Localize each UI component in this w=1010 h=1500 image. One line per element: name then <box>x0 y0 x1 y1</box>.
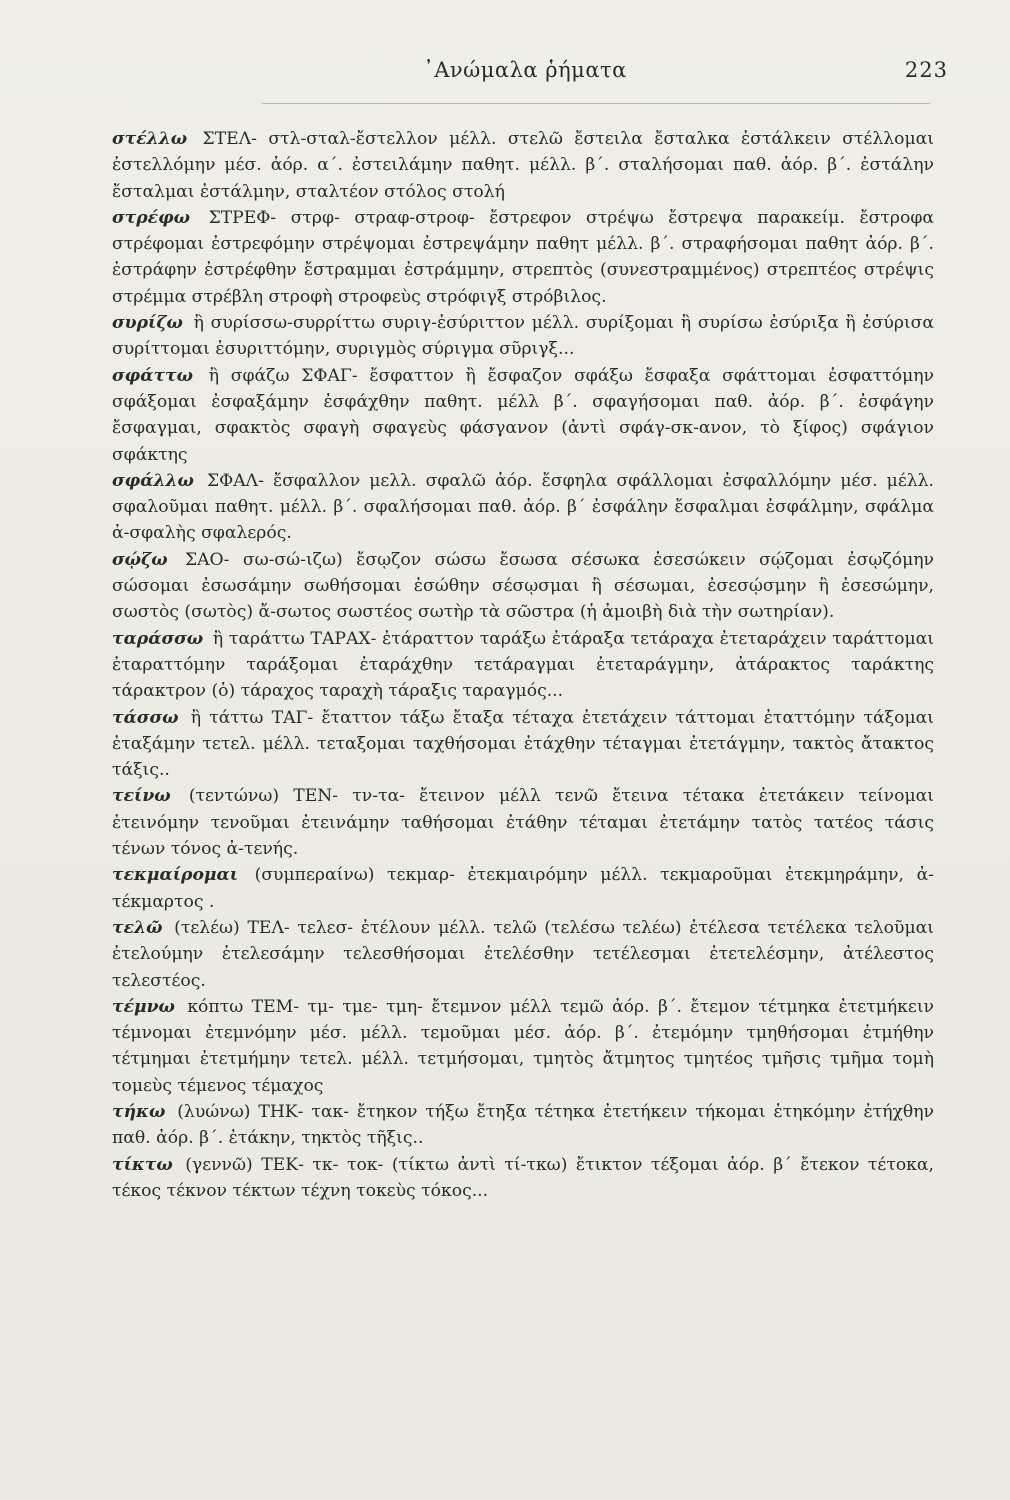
entry-lemma: στέλλω <box>112 129 188 149</box>
running-title: ᾿Ανώμαλα ῥήματα <box>423 58 627 82</box>
entry-lemma: τήκω <box>112 1101 166 1122</box>
entry-text: ΣΤΕΛ- στλ-σταλ-ἔστελλον μέλλ. στελῶ ἔστειλα ἔσταλκα ἐστάλκειν στέλλομαι ἐστελλόμην μέσ. ἀόρ. α΄. ἐστειλάμην παθητ. μέλλ. β΄. σταλήσομαι παθ. ἀόρ. β΄. ἐστάλην ἔσταλμαι ἐστάλμην, σταλτέον στόλος στολή <box>112 129 934 202</box>
verb-entry-strepho <box>112 205 934 310</box>
entry-text: (τεντώνω) ΤΕΝ- τν-τα- ἔτεινον μέλλ τενῶ ἔτεινα τέτακα ἐτετάκειν τείνομαι ἐτεινόμην τενοῦμαι ἐτεινάμην ταθήσομαι ἐτάθην τέταμαι ἐτετάμην τατὸς τατέος τάσις τένων τόνος ἀ-τενής. <box>112 786 934 860</box>
entry-lemma: στρέφω <box>112 207 191 228</box>
verb-entry-tasso <box>112 705 934 784</box>
verb-entry-stello <box>112 126 934 205</box>
verb-entry-teino <box>112 783 934 862</box>
verb-entry-tekmairomai <box>112 862 934 915</box>
entry-text: ἢ τάττω ΤΑΓ- ἔταττον τάξω ἔταξα τέταχα ἐτετάχειν τάττομαι ἐταττόμην τάξομαι ἐταξάμην τετελ. μέλλ. τεταξομαι ταχθήσομαι ἐτάχθην τέταγμαι ἐτετάγμην, τακτὸς ἄτακτος τάξις.. <box>112 707 934 781</box>
header-rule <box>262 103 930 104</box>
entry-text: (λυώνω) ΤΗΚ- τακ- ἔτηκον τήξω ἔτηξα τέτηκα ἐτετήκειν τήκομαι ἐτηκόμην ἐτήχθην παθ. ἀόρ. β΄. ἐτάκην, τηκτὸς τῆξις.. <box>112 1101 934 1149</box>
verb-entry-syrizo <box>112 310 934 363</box>
verb-entry-sphatto <box>112 363 934 468</box>
verb-entry-sphallo <box>112 468 934 547</box>
entry-lemma: τίκτω <box>112 1154 173 1175</box>
entry-text: ΣΦΑΛ- ἔσφαλλον μελλ. σφαλῶ ἀόρ. ἔσφηλα σφάλλομαι ἐσφαλλόμην μέσ. μέλλ. σφαλοῦμαι παθητ. μέλλ. β΄. σφαλήσομαι παθ. ἀόρ. β΄ ἐσφάλην ἔσφαλμαι ἐσφάλμην, σφάλμα ἀ-σφαλὴς σφαλερός. <box>112 470 934 544</box>
verb-entry-telo <box>112 915 934 994</box>
entry-text: ἢ συρίσσω-συρρίττω συριγ-ἐσύριττον μέλλ. συρίξομαι ἢ συρίσω ἐσύριξα ἢ ἐσύρισα συρίττομαι ἐσυριττόμην, συριγμὸς σύριγμα σῦριγξ... <box>112 313 935 360</box>
entry-lemma: τεκμαίρομαι <box>112 865 239 886</box>
entry-lemma: σφάλλω <box>112 470 194 491</box>
entry-lemma: τείνω <box>112 786 171 807</box>
entry-lemma: τελῶ <box>112 917 163 938</box>
entry-text: ἢ σφάζω ΣΦΑΓ- ἔσφαττον ἢ ἔσφαζον σφάξω ἔσφαξα σφάττομαι ἐσφαττόμην σφάξομαι ἐσφαξάμην ἐσφάχθην παθητ. μέλλ β΄. σφαγήσομαι παθ. ἀόρ. β΄. ἐσφάγην ἔσφαγμαι, σφακτὸς σφαγὴ σφαγεὺς φάσγανον (ἀντὶ σφάγ-σκ-ανον, τὸ ξίφος) σφάγιον σφάκτης <box>112 365 934 465</box>
page-number: 223 <box>904 58 948 82</box>
verb-entry-temno <box>112 994 934 1099</box>
entry-text: (συμπεραίνω) τεκμαρ- ἐτεκμαιρόμην μέλλ. τεκμαροῦμαι ἐτεκμηράμην, ἀ-τέκμαρτος . <box>112 865 934 912</box>
entry-lemma: ταράσσω <box>112 628 204 649</box>
entry-text: (γεννῶ) ΤΕΚ- τκ- τοκ- (τίκτω ἀντὶ τί-τκω) ἔτικτον τέξομαι ἀόρ. β΄ ἔτεκον τέτοκα, τέκος τέκνον τέκτων τέχνη τοκεὺς τόκος... <box>112 1154 934 1201</box>
verb-entry-tikto <box>112 1152 934 1205</box>
verb-entry-teko <box>112 1099 934 1152</box>
entry-lemma: σφάττω <box>112 365 193 386</box>
entry-text: ἢ ταράττω ΤΑΡΑΧ- ἐτάραττον ταράξω ἐτάραξα τετάραχα ἐτεταράχειν ταράττομαι ἐταραττόμην ταράξομαι ἐταράχθην τετάραγμαι ἐτεταράγμην, ἀτάρακτος ταράκτης τάρακτρον (ὁ) τάραχος ταραχὴ τάραξις ταραγμός... <box>112 628 934 702</box>
entry-lemma: τάσσω <box>112 707 179 728</box>
entry-lemma: τέμνω <box>112 996 175 1017</box>
verb-entries <box>112 126 934 1204</box>
page-header <box>0 58 1010 98</box>
entry-lemma: σῴζω <box>112 549 168 570</box>
entry-lemma: συρίζω <box>112 313 183 334</box>
entry-text: ΣΤΡΕΦ- στρφ- στραφ-στροφ- ἔστρεφον στρέψω ἔστρεψα παρακείμ. ἔστροφα στρέφομαι ἐστρεφόμην στρέψομαι ἐστρεψάμην παθητ μέλλ. β΄. στραφήσομαι παθητ ἀόρ. β΄. ἐστράφην ἐστρέφθην ἔστραμμαι ἐστράμμην, στρεπτὸς (συνεστραμμένος) στρεπτέος στρέψις στρέμμα στρέβλη στροφὴ στροφεὺς στρόφιγξ στρόβιλος. <box>112 207 935 307</box>
entry-text: κόπτω ΤΕΜ- τμ- τμε- τμη- ἔτεμνον μέλλ τεμῶ ἀόρ. β΄. ἔτεμον τέτμηκα ἐτετμήκειν τέμνομαι ἐτεμνόμην μέσ. μέλλ. τεμοῦμαι μέσ. ἀόρ. β΄. ἐτεμόμην τμηθήσομαι ἐτμήθην τέτμημαι ἐτετμήμην τετελ. μέλλ. τετμήσομαι, τμητὸς ἄτμητος τμητέος τμῆσις τμῆμα τομὴ τομεὺς τέμενος τέμαχος <box>112 996 935 1096</box>
verb-entry-tarasso <box>112 626 934 705</box>
entry-text: (τελέω) ΤΕΛ- τελεσ- ἐτέλουν μέλλ. τελῶ (τελέσω τελέω) ἐτέλεσα τετέλεκα τελοῦμαι ἐτελούμην ἐτελεσάμην τελεσθήσομαι ἐτελέσθην τετέλεσμαι ἐτετελέσμην, ἀτέλεστος τελεστέος. <box>112 917 934 991</box>
verb-entry-sozo <box>112 547 934 626</box>
entry-text: ΣΑΟ- σω-σώ-ιζω) ἔσῳζον σώσω ἔσωσα σέσωκα ἐσεσώκειν σῴζομαι ἐσῳζόμην σώσομαι ἐσωσάμην σωθήσομαι ἐσώθην σέσῳσμαι ἢ σέσωμαι, ἐσεσῴσμην ἢ ἐσεσώμην, σωστὸς (σωτὸς) ἄ-σωτος σωστέος σωτὴρ τὰ σῶστρα (ἡ ἀμοιβὴ διὰ τὴν σωτηρίαν). <box>112 549 934 623</box>
